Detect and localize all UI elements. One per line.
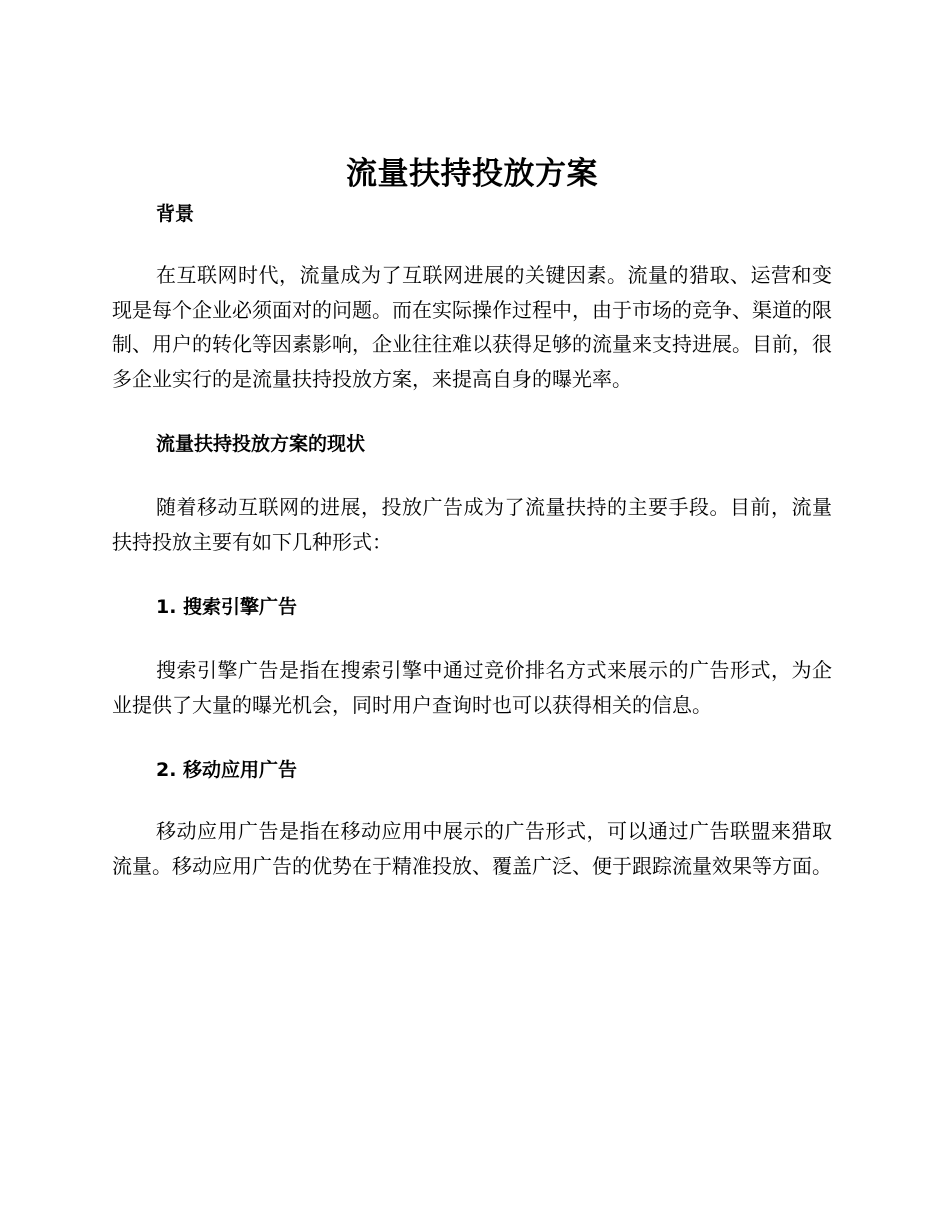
section-paragraph-background: 在互联网时代，流量成为了互联网进展的关键因素。流量的猎取、运营和变现是每个企业必须面对的问题。而在实际操作过程中，由于市场的竞争、渠道的限制、用户的转化等因素影响，企业往往难以获得足够的流量来支持进展。目前，很多企业实行的是流量扶持投放方案，来提高自身的曝光率。 bbox=[112, 263, 832, 391]
section-heading-status: 流量扶持投放方案的现状 bbox=[156, 433, 366, 455]
document-title: 流量扶持投放方案 bbox=[346, 156, 598, 192]
section-paragraph-mobile-ads: 移动应用广告是指在移动应用中展示的广告形式，可以通过广告联盟来猎取流量。移动应用广告的优势在于精准投放、覆盖广泛、便于跟踪流量效果等方面。 bbox=[112, 819, 832, 878]
section-paragraph-search-ads: 搜索引擎广告是指在搜索引擎中通过竞价排名方式来展示的广告形式，为企业提供了大量的曝光机会，同时用户查询时也可以获得相关的信息。 bbox=[112, 658, 832, 717]
section-paragraph-status: 随着移动互联网的进展，投放广告成为了流量扶持的主要手段。目前，流量扶持投放主要有如下几种形式： bbox=[112, 495, 832, 554]
section-heading-background: 背景 bbox=[156, 203, 195, 225]
section-heading-search-ads: 1. 搜索引擎广告 bbox=[156, 596, 298, 618]
section-heading-mobile-ads: 2. 移动应用广告 bbox=[156, 759, 298, 781]
